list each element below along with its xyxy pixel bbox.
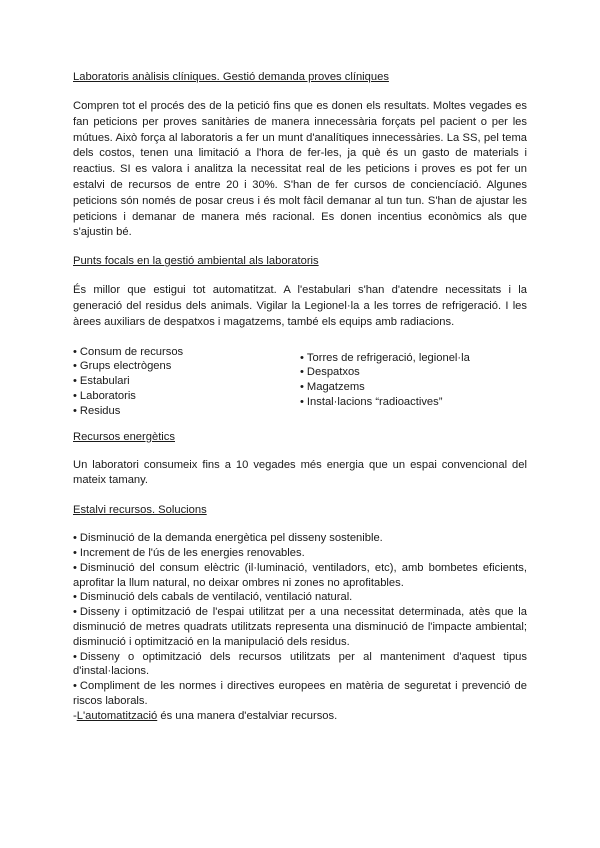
paragraph-punts-focals: És millor que estigui tot automatitzat. A l'estabulari s'han d'atendre necessitats i la generació del residus dels animals. Vigilar la Legionel·la a les torres de refrigeració. I les àrees auxiliars de despatxos i magatzems, també els equips amb radiacions. bbox=[73, 284, 527, 328]
closing-line: -L'automatització és una manera d'estalviar recursos. bbox=[73, 709, 338, 722]
solutions-list bbox=[73, 531, 527, 723]
list-item: • Disminució dels cabals de ventilació, ventilació natural. bbox=[73, 591, 353, 604]
list-item: • Torres de refrigeració, legionel·la bbox=[300, 351, 470, 364]
list-item: • Residus bbox=[73, 404, 121, 417]
paragraph-recursos-energetics: Un laboratori consumeix fins a 10 vegades més energia que un espai convencional del mateix tamany. bbox=[73, 458, 527, 487]
paragraph-gestio-demanda: Compren tot el procés des de la petició fins que es donen els resultats. Moltes vegades es fan peticions per proves sanitàries de manera innecessària forçats pel pacient o per les mútues. Això força al laboratoris a fer un munt d'analítiques innecessàries. La SS, pel tema dels costos, tenen una limitació a l'hora de fer-les, ja què és un gasto de materials i reactius. SI es valora i analitza la necessitat real de les peticions i proves es pot fer un estalvi de recursos de entre 20 i 30%. S'han de fer cursos de conciencíació. Algunes peticions són només de posar creus i és molt fàcil demanar al tun tun. S'han de ajustar les peticions i demanar de manera més racional. Es donen incentius econòmics als que s'ajustin bé. bbox=[73, 100, 527, 239]
automatitzacio-link[interactable]: L'automatització bbox=[76, 709, 158, 722]
list-item: • Disseny o optimització dels recursos utilitzats per al manteniment d'aquest tipus d'instal·lacions. bbox=[73, 650, 527, 678]
section-heading-punts-focals: Punts focals en la gestió ambiental als laboratoris bbox=[73, 255, 319, 268]
section-heading-estalvi-recursos: Estalvi recursos. Solucions bbox=[73, 504, 207, 517]
list-item: • Compliment de les normes i directives europees en matèria de seguretat i prevenció de riscos laborals. bbox=[73, 680, 527, 707]
focal-points-list bbox=[73, 345, 527, 419]
list-item: • Instal·lacions “radioactives” bbox=[300, 395, 443, 408]
focal-points-column-2 bbox=[300, 351, 527, 419]
list-item: • Magatzems bbox=[300, 381, 365, 394]
list-item: • Disminució del consum elèctric (il·luminació, ventiladors, etc), amb bombetes eficients, aprofitar la llum natural, no deixar ombres ni zones no aprofitables. bbox=[73, 561, 527, 589]
list-item: • Grups electrògens bbox=[73, 360, 172, 373]
list-item: • Disminució de la demanda energètica pel disseny sostenible. bbox=[73, 532, 383, 545]
list-item: • Consum de recursos bbox=[73, 345, 184, 358]
list-item: • Laboratoris bbox=[73, 389, 136, 402]
section-heading-laboratoris: Laboratoris anàlisis clíniques. Gestió demanda proves clíniques bbox=[73, 71, 389, 83]
focal-points-column-1 bbox=[73, 345, 300, 419]
list-item: • Increment de l'ús de les energies renovables. bbox=[73, 546, 305, 559]
list-item: • Despatxos bbox=[300, 366, 360, 379]
list-item: • Estabulari bbox=[73, 375, 130, 388]
list-item: • Disseny i optimització de l'espai utilitzat per a una necessitat determinada, atès que la disminució de metres quadrats utilitzats representa una disminució de l'impacte ambiental; disminució i optimització en la manipulació dels residus. bbox=[73, 606, 527, 648]
section-heading-recursos-energetics: Recursos energètics bbox=[73, 430, 175, 443]
